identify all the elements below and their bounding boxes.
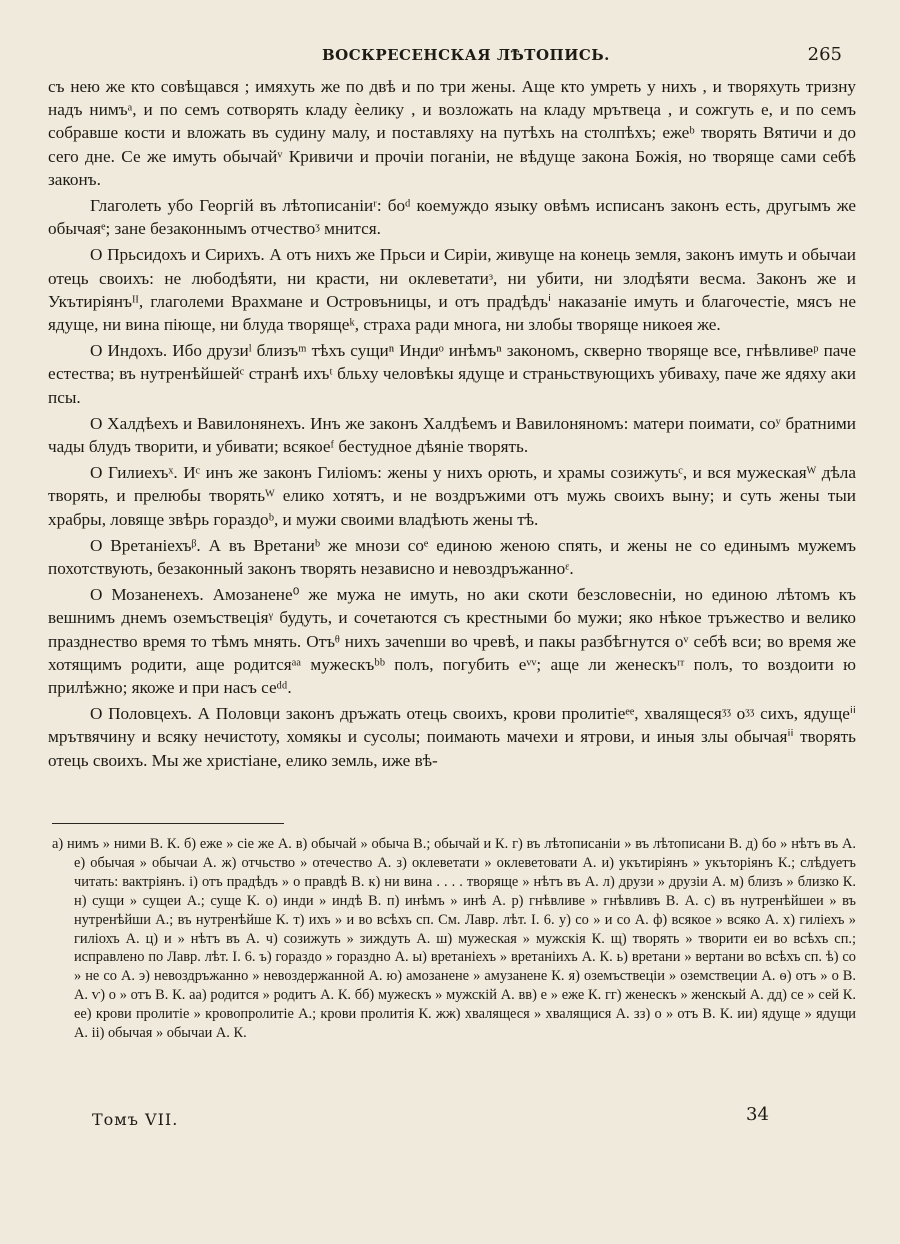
- volume-label: Томъ VII.: [92, 1110, 179, 1129]
- footnote-text: а) нимъ » ними В. К. б) еже » сіе же А. в) обычай » обыча В.; обычай и К. г) въ лѣтописаніи » въ лѣтописани В. д) бо » нѣтъ въ А. е) обычая » обычаи А. ж) отчьство » отечество А. з) оклеветати » оклеветовати А. и) укътиріянъ » укъторіянъ К.; слѣдуетъ читать: вактріянъ. і) отъ прадѣдъ » о правдѣ В. к) ни вина . . . . творяще » нѣтъ въ А. л) друзи » друзіи А. м) близъ » близко К. н) сущи » сущеи А.; суще К. о) инди » индѣ В. п) инѣмъ » инѣ А. р) гнѣвливе » гнѣвливъ В. А. с) въ нутренѣйшеи » въ нутренѣйши А.; въ нутренѣйше К. т) ихъ » и во всѣхъ сп. См. Лавр. лѣт. І. 6. у) со » и со А. ф) всякое » всяко А. х) гиліехъ » гиліохъ А. ц) и » нѣтъ въ А. ч) созижуть » зиждуть А. ш) мужеская » мужскія К. щ) творять » творити еи во всѣхъ сп.; исправлено по Лавр. лѣт. І. 6. ъ) гораздо » гораздно А. ы) вретаніехъ » вретаніихъ А. К. ь) вретани » вертани во всѣхъ сп. ѣ) со » не со А. э) невоздръжанно » невоздержанной А. ю) амозанене » амузанене К. я) оземъствеціи » оземствеции А. ѳ) отъ » о В. А. ѵ) о » отъ В. К. аа) родится » родитъ А. К. бб) мужескъ » мужскій А. вв) е » еже К. гг) женескъ » женскый А. дд) се » сей К. ее) крови пролитіе » кровопролитіе А.; крови пролитія К. жж) хвалящеся » хвалящися А. зз) о » отъ В. К. ии) ядуще » ядущи А. іі) обычая » обычаи А. К.: [52, 836, 856, 1042]
- paragraph: О Прьсидохъ и Сирихъ. А отъ нихъ же Прьси и Сиріи, живуще на конець земля, законъ имуть и обычаи отець своихъ: не любодѣяти, ни красти, ни оклеветатиᶟ, ни убити, ни злодѣяти весма. Законъ же и Укътиріянъᴵᴵ, глаголеми Врахмане и Островъницы, и отъ прадѣдъⁱ наказаніе имуть и благочестіе, мясъ не ядуще, ни вина піюще, ни блуда творящеᵏ, страха ради многа, ни злобы творяще никоея же.: [48, 245, 856, 335]
- page-number: 265: [807, 44, 842, 65]
- footnotes: [52, 835, 856, 1043]
- paragraph: О Половцехъ. А Половци законъ дръжать отець своихъ, крови пролитіеᵉᵉ, хвалящесяᶾᶾ оᶾᶾ сихъ, ядущеⁱⁱ мрътвячину и всяку нечистоту, хомякы и сусолы; поимають мачехи и ятрови, и иныя злы обычаяⁱⁱ творять отець своихъ. Мы же христіане, елико земль, иже вѣ-: [48, 704, 856, 770]
- paragraph: О Халдѣехъ и Вавилонянехъ. Инъ же законъ Халдѣемъ и Вавилоняномъ: матери поимати, соʸ братними чады блудъ творити, и убивати; всякоеᶠ бестудное дѣяніе творять.: [48, 413, 856, 457]
- paragraph: О Гилиехъˣ. Иᶜ инъ же законъ Гиліомъ: жены у нихъ орють, и храмы созижутьᶜ, и вся мужескаяᵂ дѣла творять, и прелюбы творятьᵂ елико хотятъ, и не воздръжими отъ мужь своихъ выну; и суть жены тыи храбры, ловяще звѣрь гораздоᵇ, и мужи своими владѣють жены тѣ.: [48, 463, 856, 529]
- running-title: ВОСКРЕСЕНСКАЯ ЛѢТОПИСЬ.: [322, 46, 610, 64]
- paragraph: О Мозаненехъ. Амозанене⁰ же мужа не имуть, но аки скоти безсловесніи, но единою лѣтомъ къ вешнимъ днемъ оземъствеціяᵞ будуть, и сочетаются съ крестными бо мужи; яко нѣкое тръжество и велико празднество время то тѣмъ мнять. Отъᶿ нихъ зачеnши во чревѣ, и пакы разбѣгнутся оᵛ себѣ вси; во время же хотящимъ родити, аще родитсяᵃᵃ мужескъᵇᵇ полъ, погубить еᵛᵛ; аще ли женескъʳʳ полъ, то воздоити ю прилѣжно; якоже и при насъ сеᵈᵈ.: [48, 585, 856, 698]
- signature-mark: 34: [746, 1104, 769, 1125]
- paragraph: съ нею же кто совѣщався ; имяхуть же по двѣ и по три жены. Аще кто умреть у нихъ , и творяхуть тризну надъ нимъᵃ, и по семъ сотворять кладу ѐелику , и возложать на кладу мрътвеца , и сожгуть е, и по семъ собравше кости и вложать въ судину малу, и поставляху на путѣхъ на столпѣхъ; ежеᵇ творять Вятичи и до сего дне. Се же имуть обычайᵛ Кривичи и прочіи поганіи, не вѣдуще закона Божія, но творяще сами себѣ законъ.: [48, 77, 856, 189]
- paragraph: О Индохъ. Ибо друзиˡ близъᵐ тѣхъ сущиⁿ Индиᵒ инѣмъⁿ закономъ, скверно творяще все, гнѣвливеᵖ паче естества; въ нутренѣйшейᶜ странѣ ихъᵗ бльху человѣкы ядуще и страньствующихъ убиваху, паче же ядяху аки псы.: [48, 341, 856, 407]
- main-text: [48, 75, 856, 775]
- paragraph: Глаголеть убо Георгій въ лѣтописаніиʳ: боᵈ коемуждо языку овѣмъ исписанъ законъ есть, другымъ же обычаяᵉ; зане безаконнымъ отчествоᶾ мнится.: [48, 196, 856, 239]
- paragraph: О Вретаніехъᵝ. А въ Вретаниᵇ же мнози соᵉ единою женою спять, и жены не со единымъ мужемъ похотствують, безаконный законъ творять независно и невоздръжанноᵋ.: [48, 535, 856, 579]
- page-footer: [0, 1104, 900, 1134]
- page-header: [0, 44, 900, 68]
- footnote-divider: [52, 823, 284, 824]
